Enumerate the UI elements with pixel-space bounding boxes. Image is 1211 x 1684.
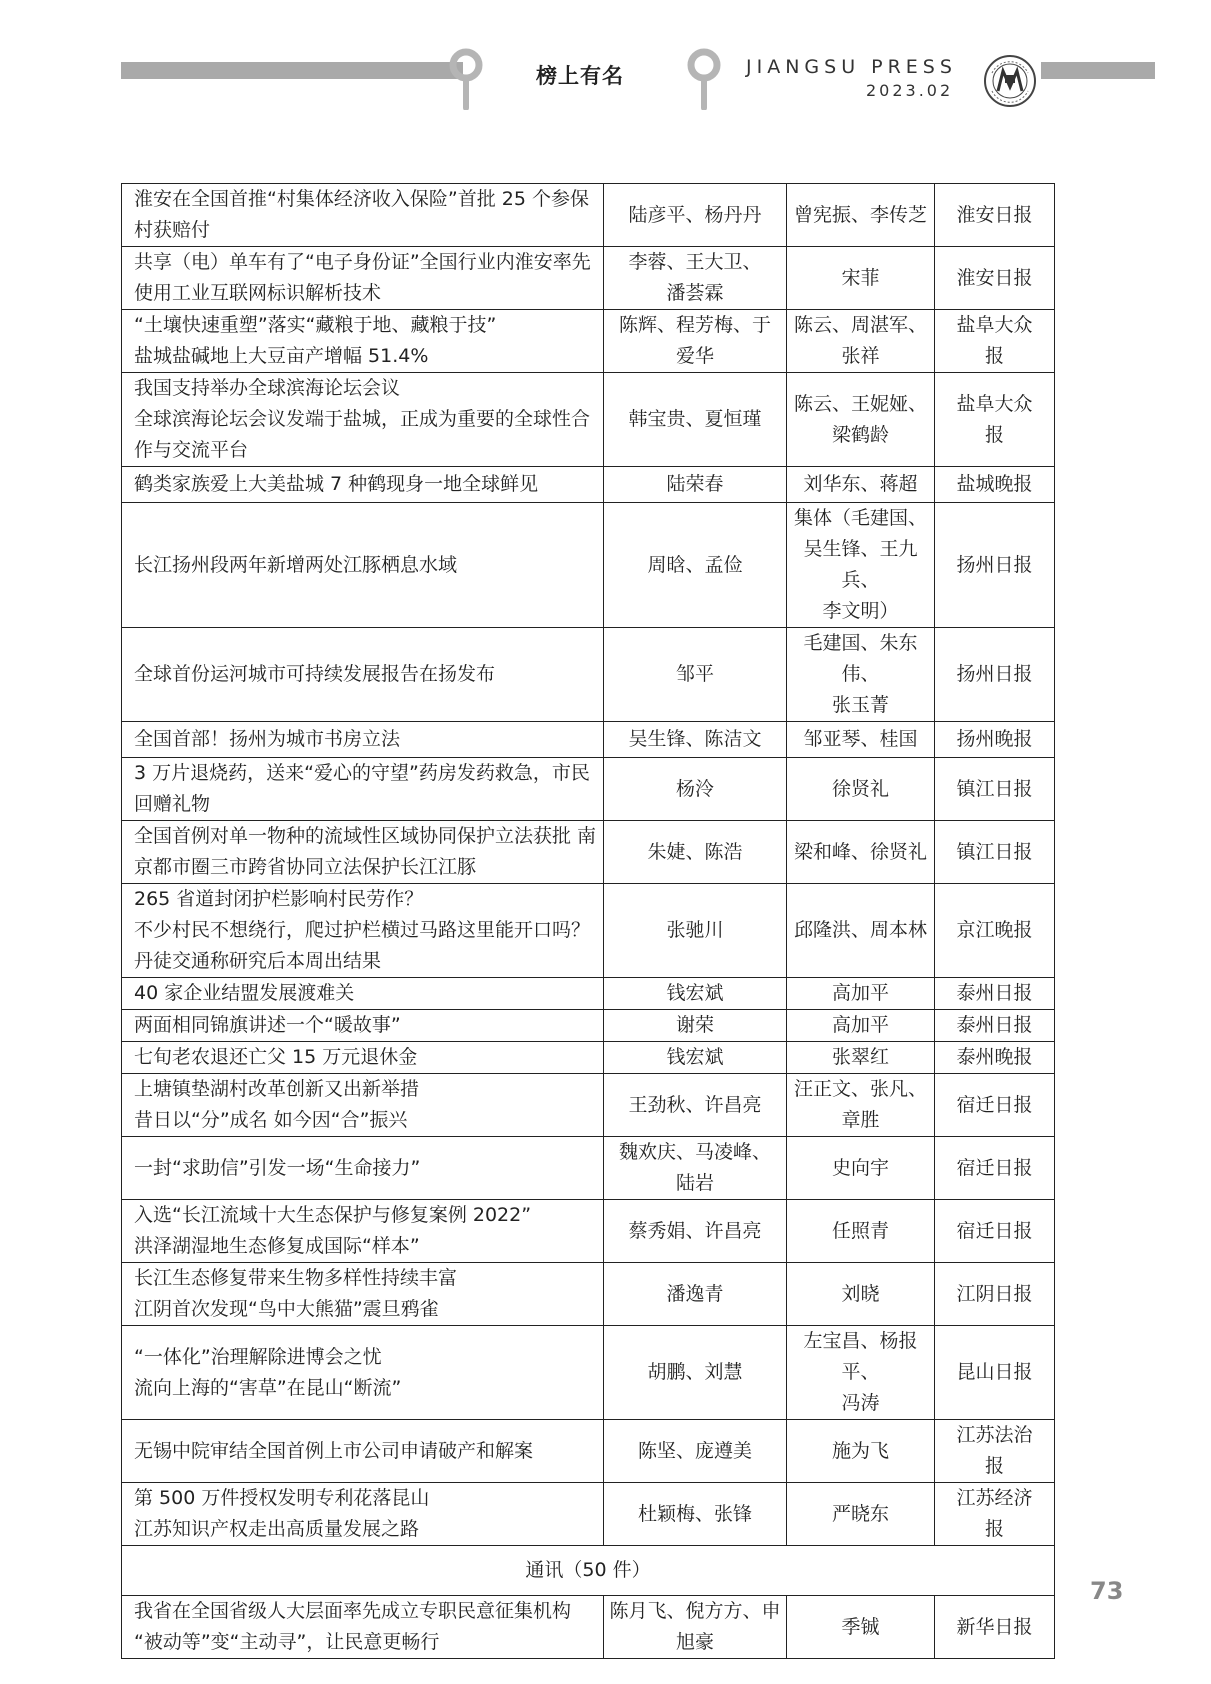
author-cell-line: 魏欢庆、马凌峰、 (618, 1141, 771, 1163)
editor-cell-line: 张翠红 (831, 1046, 889, 1068)
article-title-cell-line: 无锡中院审结全国首例上市公司申请破产和解案 (134, 1439, 534, 1462)
editor-cell (787, 1137, 935, 1200)
author-cell (604, 1010, 787, 1042)
editor-cell (787, 1010, 935, 1042)
editor-cell (787, 884, 935, 978)
editor-cell-line: 左宝昌、杨报平、 (803, 1330, 918, 1383)
editor-cell-line: 章胜 (841, 1109, 880, 1131)
editor-cell-line: 陈云、周湛军、 (793, 314, 927, 336)
editor-cell (787, 628, 935, 722)
outlet-cell-line: 报 (984, 423, 1004, 446)
author-cell-line: 朱婕、陈浩 (647, 840, 743, 863)
publication-name: JIANGSU PRESS (746, 56, 957, 78)
editor-cell-line: 任照青 (831, 1219, 889, 1242)
author-cell (604, 978, 787, 1010)
table-row (122, 1596, 1055, 1659)
editor-cell (787, 1326, 935, 1420)
outlet-cell-line: 昆山日报 (956, 1361, 1033, 1383)
outlet-cell-line: 宿迁日报 (956, 1093, 1033, 1116)
table-row (122, 758, 1055, 821)
outlet-cell (935, 373, 1055, 467)
outlet-cell-line: 淮安日报 (956, 203, 1033, 226)
article-title-cell (122, 722, 604, 758)
article-title-cell (122, 1010, 604, 1042)
article-title-cell (122, 1483, 604, 1546)
article-title-cell-line: 昔日以“分”成名 如今因“合”振兴 (134, 1109, 408, 1131)
article-title-cell-line: 第 500 万件授权发明专利花落昆山 (134, 1487, 430, 1509)
outlet-cell (935, 1326, 1055, 1420)
article-title-cell (122, 758, 604, 821)
outlet-cell-line: 盐城晚报 (956, 473, 1033, 495)
outlet-cell (935, 722, 1055, 758)
editor-cell-line: 邹亚琴、桂国 (803, 728, 918, 750)
author-cell (604, 722, 787, 758)
outlet-cell (935, 1420, 1055, 1483)
table-row (122, 628, 1055, 722)
editor-cell-line: 高加平 (831, 1014, 889, 1036)
author-cell-line: 吴生锋、陈洁文 (628, 728, 762, 750)
article-title-cell-line: “一体化”治理解除进博会之忧 (134, 1345, 382, 1368)
article-title-cell (122, 1420, 604, 1483)
table-row (122, 1137, 1055, 1200)
author-cell-line: 张驰川 (666, 919, 724, 941)
author-cell (604, 1326, 787, 1420)
issue-date: 2023.02 (866, 81, 954, 100)
article-title-cell-line: 两面相同锦旗讲述一个“暖故事” (134, 1014, 401, 1036)
author-cell-line: 陆彦平、杨丹丹 (628, 203, 762, 226)
outlet-cell-line: 江苏法治 (956, 1424, 1033, 1446)
author-cell (604, 1483, 787, 1546)
article-title-cell-line: 3 万片退烧药，送来“爱心的守望”药房发药救急，市民回赠礼物 (134, 762, 590, 815)
section-title: 榜上有名 (536, 64, 624, 88)
editor-cell-line: 汪正文、张凡、 (793, 1078, 927, 1100)
editor-cell (787, 373, 935, 467)
editor-cell (787, 1263, 935, 1326)
editor-cell (787, 310, 935, 373)
article-title-cell (122, 1596, 604, 1659)
outlet-cell (935, 467, 1055, 503)
outlet-cell (935, 884, 1055, 978)
table-row (122, 978, 1055, 1010)
author-cell-line: 周晗、孟俭 (647, 553, 743, 576)
author-cell (604, 628, 787, 722)
outlet-cell (935, 1074, 1055, 1137)
editor-cell (787, 1074, 935, 1137)
article-title-cell (122, 628, 604, 722)
table-row (122, 373, 1055, 467)
article-title-cell (122, 1326, 604, 1420)
outlet-cell (935, 184, 1055, 247)
editor-cell (787, 722, 935, 758)
outlet-cell (935, 1263, 1055, 1326)
editor-cell-line: 李文明） (822, 600, 899, 622)
outlet-cell-line: 盐阜大众 (956, 392, 1033, 415)
editor-cell (787, 467, 935, 503)
outlet-cell (935, 1010, 1055, 1042)
table-row (122, 247, 1055, 310)
article-title-cell (122, 1074, 604, 1137)
table-row (122, 1326, 1055, 1420)
award-list-table (121, 183, 1055, 1659)
association-logo-icon (983, 51, 1037, 111)
editor-cell (787, 1200, 935, 1263)
author-cell-line: 钱宏斌 (666, 982, 724, 1004)
article-title-cell-line: 入选“长江流域十大生态保护与修复案例 2022” (134, 1204, 532, 1226)
table-row (122, 722, 1055, 758)
editor-cell-line: 曾宪振、李传芝 (793, 203, 927, 226)
author-cell (604, 184, 787, 247)
article-title-cell (122, 1137, 604, 1200)
author-cell-line: 王劲秋、许昌亮 (628, 1093, 762, 1116)
editor-cell (787, 1596, 935, 1659)
author-cell-line: 陈坚、庞遵美 (637, 1439, 752, 1462)
author-cell (604, 373, 787, 467)
outlet-cell (935, 1137, 1055, 1200)
author-cell (604, 821, 787, 884)
author-cell (604, 1074, 787, 1137)
outlet-cell-line: 江阴日报 (956, 1282, 1033, 1305)
author-cell-line: 杨泠 (675, 777, 714, 800)
editor-cell (787, 821, 935, 884)
outlet-cell-line: 泰州晚报 (956, 1046, 1033, 1068)
outlet-cell (935, 310, 1055, 373)
outlet-cell (935, 628, 1055, 722)
author-cell-line: 李蓉、王大卫、 (628, 251, 762, 273)
article-title-cell (122, 821, 604, 884)
section-heading: 通讯（50 件） (122, 1546, 1055, 1596)
table-row (122, 503, 1055, 628)
author-cell-line: 爱华 (675, 345, 714, 367)
table-row (122, 1483, 1055, 1546)
author-cell-line: 陈月飞、倪方方、申 (609, 1600, 781, 1622)
outlet-cell-line: 新华日报 (956, 1615, 1033, 1638)
outlet-cell-line: 报 (984, 1518, 1004, 1540)
author-cell-line: 韩宝贵、夏恒瑾 (628, 408, 762, 430)
author-cell-line: 胡鹏、刘慧 (647, 1361, 743, 1383)
editor-cell-line: 张玉菁 (831, 694, 889, 716)
article-title-cell-line: 不少村民不想绕行，爬过护栏横过马路这里能开口吗？ (134, 919, 591, 941)
table-row (122, 1042, 1055, 1074)
editor-cell-line: 集体（毛建国、 (793, 507, 927, 529)
editor-cell-line: 冯涛 (841, 1392, 880, 1414)
author-cell (604, 1200, 787, 1263)
pin-icon (686, 48, 722, 110)
author-cell (604, 503, 787, 628)
article-title-cell-line: 丹徒交通称研究后本周出结果 (134, 950, 382, 972)
article-title-cell-line: 全球滨海论坛会议发端于盐城，正成为重要的全球性合作与交流平台 (134, 408, 591, 461)
article-title-cell-line: 淮安在全国首推“村集体经济收入保险”首批 25 个参保村获赔付 (134, 188, 589, 241)
editor-cell (787, 184, 935, 247)
section-heading-row (122, 1546, 1055, 1596)
article-title-cell-line: 七旬老农退还亡父 15 万元退休金 (134, 1046, 418, 1068)
article-title-cell-line: 盐城盐碱地上大豆亩产增幅 51.4% (134, 345, 429, 367)
article-title-cell (122, 1042, 604, 1074)
table-row (122, 310, 1055, 373)
table-row (122, 1420, 1055, 1483)
table-row (122, 1263, 1055, 1326)
article-title-cell-line: 我省在全国省级人大层面率先成立专职民意征集机构 “被动等”变“主动寻”，让民意更畅行 (134, 1600, 572, 1653)
article-title-cell-line: 全国首例对单一物种的流域性区域协同保护立法获批 南京都市圈三市跨省协同立法保护长江江豚 (134, 825, 597, 878)
article-title-cell-line: 长江生态修复带来生物多样性持续丰富 (134, 1267, 458, 1289)
outlet-cell-line: 扬州日报 (956, 663, 1033, 685)
outlet-cell-line: 报 (984, 345, 1004, 367)
author-cell (604, 1137, 787, 1200)
editor-cell-line: 刘晓 (841, 1282, 880, 1305)
author-cell (604, 884, 787, 978)
article-title-cell-line: 全球首份运河城市可持续发展报告在扬发布 (134, 663, 496, 685)
author-cell (604, 467, 787, 503)
article-title-cell-line: 鹤类家族爱上大美盐城 7 种鹤现身一地全球鲜见 (134, 473, 539, 495)
outlet-cell-line: 镇江日报 (956, 777, 1033, 800)
author-cell-line: 陆岩 (675, 1172, 714, 1194)
author-cell (604, 247, 787, 310)
editor-cell-line: 梁和峰、徐贤礼 (793, 840, 927, 863)
article-title-cell-line: 江苏知识产权走出高质量发展之路 (134, 1518, 420, 1540)
author-cell (604, 1420, 787, 1483)
author-cell (604, 310, 787, 373)
article-title-cell (122, 247, 604, 310)
article-title-cell (122, 184, 604, 247)
outlet-cell (935, 1042, 1055, 1074)
outlet-cell-line: 泰州日报 (956, 1014, 1033, 1036)
outlet-cell-line: 泰州日报 (956, 982, 1033, 1004)
article-title-cell-line: 洪泽湖湿地生态修复成国际“样本” (134, 1235, 420, 1257)
author-cell-line: 潘逸青 (666, 1282, 724, 1305)
outlet-cell-line: 扬州日报 (956, 553, 1033, 576)
table-row (122, 884, 1055, 978)
article-title-cell-line: 江阴首次发现“鸟中大熊猫”震旦鸦雀 (134, 1298, 439, 1320)
editor-cell-line: 毛建国、朱东伟、 (803, 632, 918, 685)
author-cell-line: 邹平 (675, 663, 714, 685)
editor-cell-line: 陈云、王妮娅、 (793, 392, 927, 415)
outlet-cell-line: 盐阜大众 (956, 314, 1033, 336)
editor-cell (787, 247, 935, 310)
editor-cell (787, 503, 935, 628)
outlet-cell (935, 821, 1055, 884)
outlet-cell (935, 758, 1055, 821)
editor-cell (787, 978, 935, 1010)
page-number: 73 (1090, 1577, 1124, 1605)
table-row (122, 1010, 1055, 1042)
editor-cell-line: 季铖 (841, 1615, 880, 1638)
outlet-cell-line: 江苏经济 (956, 1487, 1033, 1509)
author-cell-line: 旭豪 (675, 1631, 714, 1653)
table-row (122, 1074, 1055, 1137)
article-title-cell (122, 1263, 604, 1326)
outlet-cell (935, 1200, 1055, 1263)
outlet-cell-line: 宿迁日报 (956, 1219, 1033, 1242)
pin-icon (448, 48, 484, 110)
editor-cell-line: 徐贤礼 (831, 777, 889, 800)
article-title-cell-line: “土壤快速重塑”落实“藏粮于地、藏粮于技” (134, 314, 497, 336)
outlet-cell-line: 镇江日报 (956, 840, 1033, 863)
article-title-cell-line: 我国支持举办全球滨海论坛会议 (134, 377, 401, 399)
author-cell-line: 钱宏斌 (666, 1046, 724, 1068)
article-title-cell (122, 467, 604, 503)
article-title-cell-line: 265 省道封闭护栏影响村民劳作？ (134, 888, 424, 910)
table-row (122, 467, 1055, 503)
author-cell-line: 杜颖梅、张锋 (637, 1502, 752, 1525)
table-row (122, 821, 1055, 884)
article-title-cell-line: 全国首部！扬州为城市书房立法 (134, 728, 401, 750)
author-cell-line: 蔡秀娟、许昌亮 (628, 1219, 762, 1242)
editor-cell-line: 刘华东、蒋超 (803, 473, 918, 495)
author-cell (604, 1596, 787, 1659)
author-cell-line: 谢荣 (675, 1014, 714, 1036)
article-title-cell-line: 长江扬州段两年新增两处江豚栖息水域 (134, 553, 458, 576)
article-title-cell-line: 上塘镇垫湖村改革创新又出新举措 (134, 1078, 420, 1100)
editor-cell-line: 邱隆洪、周本林 (793, 919, 927, 941)
article-title-cell (122, 310, 604, 373)
editor-cell-line: 严晓东 (831, 1502, 889, 1525)
outlet-cell (935, 247, 1055, 310)
editor-cell-line: 高加平 (831, 982, 889, 1004)
outlet-cell (935, 1483, 1055, 1546)
editor-cell-line: 吴生锋、王九兵、 (803, 538, 918, 591)
article-title-cell-line: 流向上海的“害草”在昆山“断流” (134, 1376, 402, 1399)
author-cell-line: 陈辉、程芳梅、于 (618, 314, 771, 336)
outlet-cell-line: 扬州晚报 (956, 728, 1033, 750)
header-bar-left (121, 62, 463, 79)
outlet-cell-line: 京江晚报 (956, 919, 1033, 941)
article-title-cell-line: 一封“求助信”引发一场“生命接力” (134, 1156, 421, 1179)
table-row (122, 184, 1055, 247)
outlet-cell-line: 宿迁日报 (956, 1156, 1033, 1179)
author-cell-line: 潘荟霖 (666, 282, 724, 304)
article-title-cell (122, 373, 604, 467)
author-cell-line: 陆荣春 (666, 473, 724, 495)
outlet-cell (935, 1596, 1055, 1659)
editor-cell-line: 施为飞 (831, 1439, 889, 1462)
outlet-cell-line: 淮安日报 (956, 266, 1033, 289)
outlet-cell-line: 报 (984, 1455, 1004, 1477)
article-title-cell (122, 978, 604, 1010)
header-bar-right (1041, 62, 1155, 79)
author-cell (604, 758, 787, 821)
editor-cell-line: 宋菲 (841, 266, 880, 289)
editor-cell (787, 1420, 935, 1483)
editor-cell (787, 758, 935, 821)
editor-cell-line: 梁鹤龄 (831, 423, 889, 446)
editor-cell (787, 1483, 935, 1546)
editor-cell-line: 史向宇 (831, 1156, 889, 1179)
editor-cell (787, 1042, 935, 1074)
outlet-cell (935, 503, 1055, 628)
table-row (122, 1200, 1055, 1263)
article-title-cell-line: 40 家企业结盟发展渡难关 (134, 982, 355, 1004)
editor-cell-line: 张祥 (841, 345, 880, 367)
article-title-cell (122, 884, 604, 978)
article-title-cell-line: 共享（电）单车有了“电子身份证”全国行业内淮安率先使用工业互联网标识解析技术 (134, 251, 591, 304)
outlet-cell (935, 978, 1055, 1010)
author-cell (604, 1263, 787, 1326)
author-cell (604, 1042, 787, 1074)
article-title-cell (122, 1200, 604, 1263)
article-title-cell (122, 503, 604, 628)
